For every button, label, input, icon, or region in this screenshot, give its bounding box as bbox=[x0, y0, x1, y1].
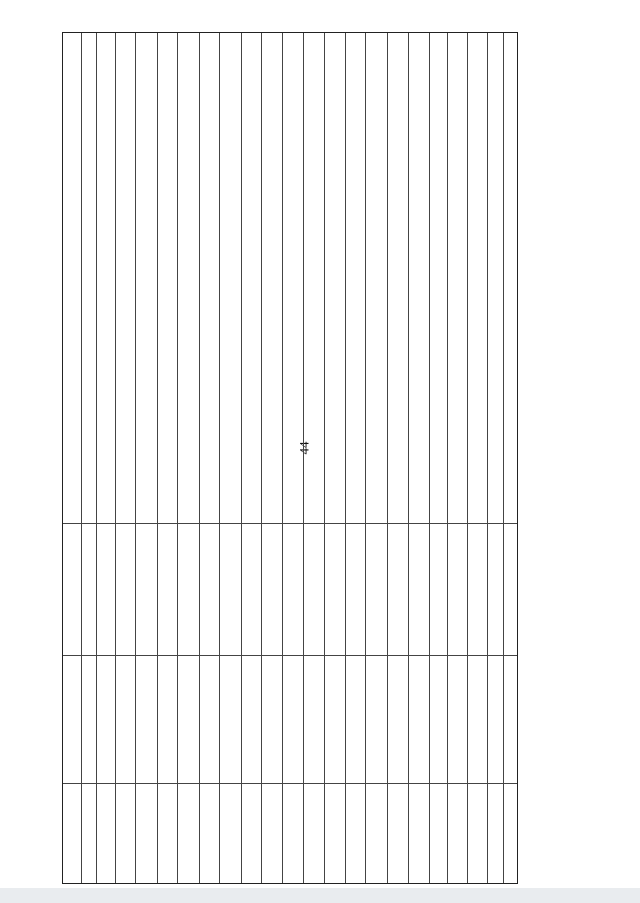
table-rule bbox=[324, 33, 325, 883]
table-rule bbox=[345, 33, 346, 883]
table-rule bbox=[115, 33, 116, 883]
table-rule bbox=[467, 33, 468, 883]
table-rule bbox=[63, 523, 517, 524]
table-rule bbox=[135, 33, 136, 883]
table-rule bbox=[157, 33, 158, 883]
table-rule bbox=[177, 33, 178, 883]
table-rule bbox=[447, 33, 448, 883]
table-rule bbox=[63, 655, 517, 656]
table-rule bbox=[365, 33, 366, 883]
table-rule bbox=[387, 33, 388, 883]
table-rule bbox=[241, 33, 242, 883]
table-rule bbox=[282, 33, 283, 883]
table-rule bbox=[408, 33, 409, 883]
table-rule bbox=[219, 33, 220, 883]
table-rule bbox=[261, 33, 262, 883]
budget-table bbox=[62, 32, 518, 884]
table-rule bbox=[81, 33, 82, 883]
table-rule bbox=[199, 33, 200, 883]
scan-edge bbox=[0, 888, 640, 903]
page-number: 44 bbox=[296, 441, 312, 455]
table-rule bbox=[487, 33, 488, 883]
table-rule bbox=[429, 33, 430, 883]
table-rule bbox=[303, 33, 304, 883]
table-rule bbox=[63, 783, 517, 784]
table-rule bbox=[503, 33, 504, 883]
table-rule bbox=[96, 33, 97, 883]
